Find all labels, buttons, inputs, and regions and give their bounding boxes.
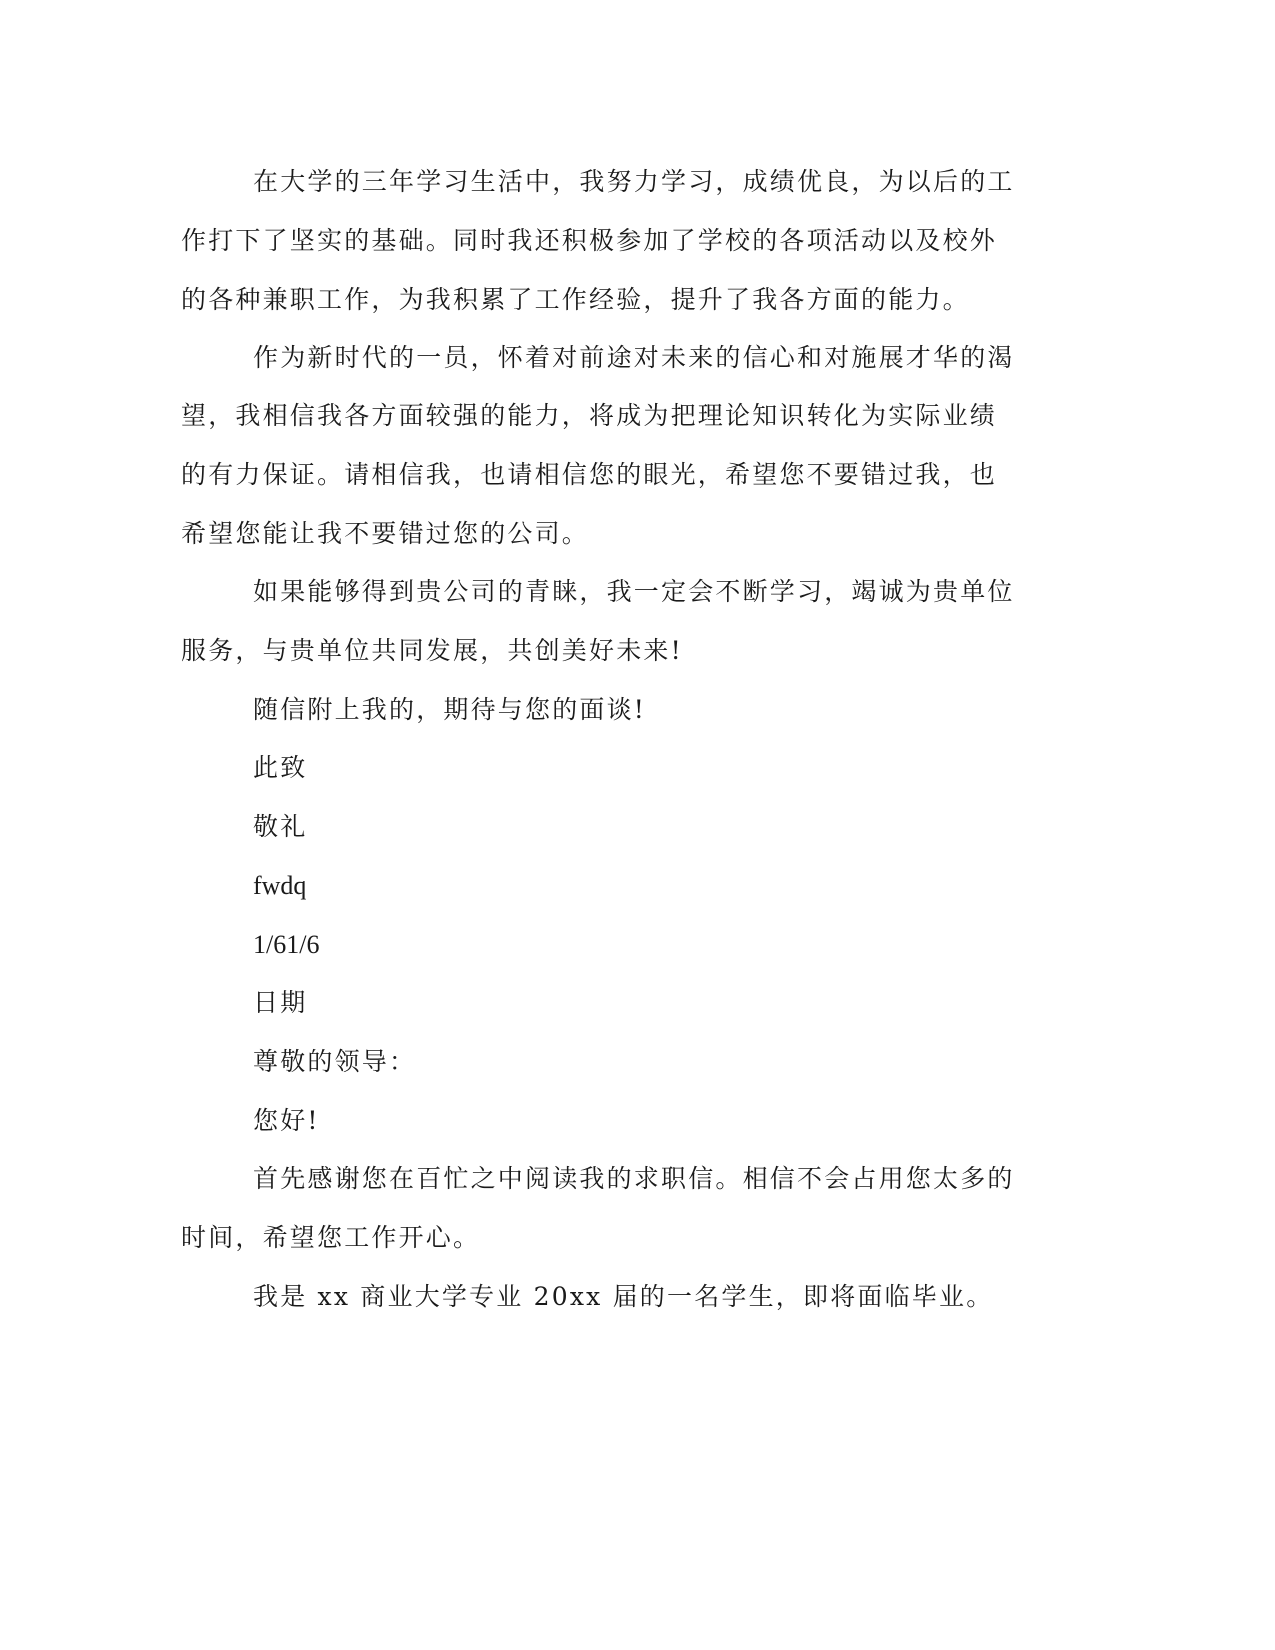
paragraph-line: 的有力保证。请相信我，也请相信您的眼光，希望您不要错过我，也 [181, 460, 998, 489]
date-label: 日期 [253, 988, 308, 1017]
paragraph-line: 如果能够得到贵公司的青睐，我一定会不断学习，竭诚为贵单位 [253, 577, 1015, 606]
paragraph-line: 望，我相信我各方面较强的能力，将成为把理论知识转化为实际业绩 [181, 401, 998, 430]
paragraph-line: 希望您能让我不要错过您的公司。 [181, 519, 590, 548]
paragraph-line: 作打下了坚实的基础。同时我还积极参加了学校的各项活动以及校外 [181, 226, 998, 255]
paragraph-line: 作为新时代的一员，怀着对前途对未来的信心和对施展才华的渴 [253, 343, 1015, 372]
paragraph-line: 服务，与贵单位共同发展，共创美好未来! [181, 636, 683, 665]
signature-text: fwdq [253, 871, 307, 900]
paragraph-line: 在大学的三年学习生活中，我努力学习，成绩优良，为以后的工 [253, 167, 1015, 196]
paragraph-line: 的各种兼职工作，为我积累了工作经验，提升了我各方面的能力。 [181, 285, 970, 314]
greeting-recipient: 尊敬的领导： [253, 1047, 417, 1076]
paragraph-line: 我是 xx 商业大学专业 20xx 届的一名学生，即将面临毕业。 [253, 1282, 994, 1311]
closing-salutation: 此致 [253, 753, 308, 782]
paragraph-line: 随信附上我的，期待与您的面谈! [253, 695, 647, 724]
greeting-hello: 您好! [253, 1106, 320, 1135]
page-number-text: 1/61/6 [253, 930, 320, 959]
closing-regards: 敬礼 [253, 812, 308, 841]
paragraph-line: 首先感谢您在百忙之中阅读我的求职信。相信不会占用您太多的 [253, 1164, 1015, 1193]
paragraph-line: 时间，希望您工作开心。 [181, 1223, 481, 1252]
